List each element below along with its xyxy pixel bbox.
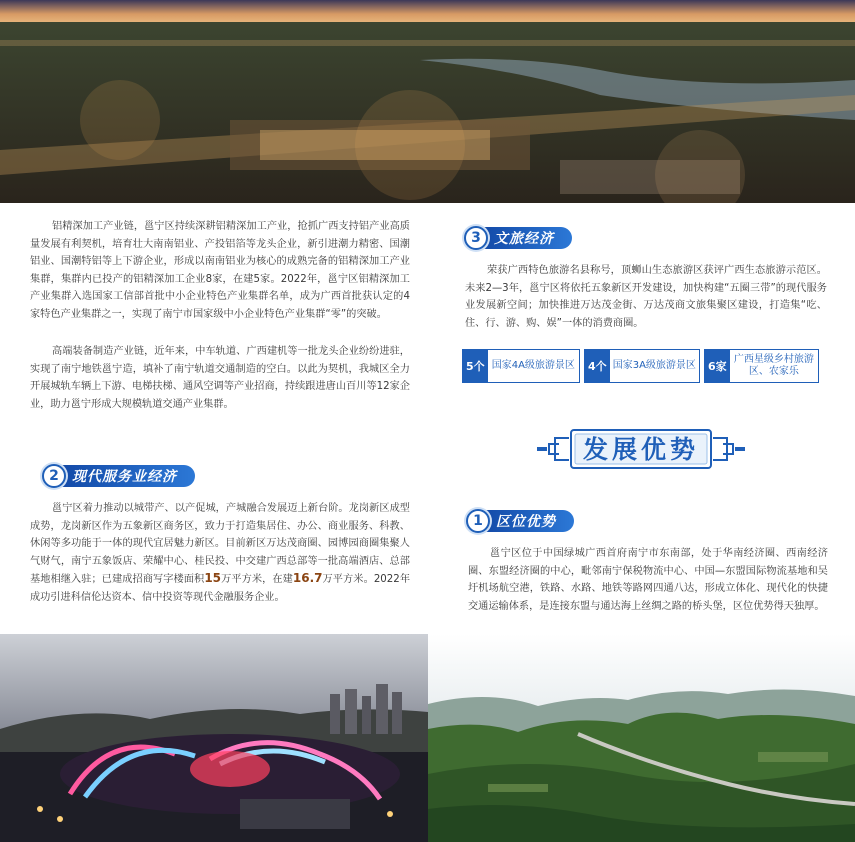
section-title: 文旅经济 xyxy=(478,227,572,249)
banner-title: 发展优势 xyxy=(582,435,699,464)
development-advantages-banner xyxy=(535,428,747,470)
office-area-built: 15 xyxy=(204,571,222,586)
stat-label: 国家3A级旅游景区 xyxy=(612,360,696,371)
stat-count: 4个 xyxy=(585,350,610,382)
paragraph-location-advantage: 邕宁区位于中国绿城广西首府南宁市东南部，处于华南经济圈、西南经济圈、东盟经济圈的中心，毗邻南宁保税物流中心、中国—东盟国际物流基地和吴圩机场航空港，铁路、水路、地铁等路网四通八达，形成立体化、现代化的快捷交通运输体系，是连接东盟与通达海上丝绸之路的桥头堡，区位优势得天独厚。 xyxy=(468,548,828,612)
night-stadium-photo xyxy=(0,634,428,842)
stat-label: 广西星级乡村旅游区、农家乐 xyxy=(733,354,814,377)
stat-count: 5个 xyxy=(463,350,488,382)
section-badge-location xyxy=(466,508,574,534)
stat-box-3a-scenic xyxy=(584,349,700,383)
stat-label: 国家4A级旅游景区 xyxy=(491,360,575,371)
paragraph-modern-services: 邕宁区着力推动以城带产、以产促城，产城融合发展迈上新台阶。龙岗新区成型成势，龙岗新区作为五象新区商务区，致力于打造集居住、办公、商业服务、科教、休闲等多功能于一体的现代宜居魅力新区。目前新区万达茂商圈、园博园商圈集聚人气财气，南宁五象饭店、荣耀中心、桂民投、中交建广西总部等一批高端酒店、总部基地相继入驻；已建成招商写字楼面积15万平方米，在建16.7万平方米。2022年成功引进科信伦达资本、信中投资等现代金融服务企业。 xyxy=(30,503,410,603)
hero-aerial-photo xyxy=(0,0,855,203)
section-number: 3 xyxy=(464,226,488,250)
stat-box-rural-tourism xyxy=(704,349,819,383)
paragraph-aluminum-industry: 铝精深加工产业链，邕宁区持续深耕铝精深加工产业，抢抓广西支持铝产业高质量发展有利契机，培育壮大南南铝业、产投铝箔等龙头企业，新引进潮力精密、国潮铝业、国潮特铝等上下游企业，形成以南南铝业为核心的成熟完备的铝精深加工产业集群，集群内已投产的铝精深加工企业8家，在建5家。2022年，邕宁区铝精深加工产业集群入选国家工信部首批中小企业特色产业集群名单，成为广西首批获认定的4家特色产业集群之一，实现了南宁市国家级中小企业特色产业集群“零”的突破。 xyxy=(30,221,410,320)
office-area-under-construction: 16.7 xyxy=(292,571,323,586)
paragraph-culture-tourism: 荣获广西特色旅游名县称号，顶蛳山生态旅游区获评广西生态旅游示范区。未来2—3年，邕宁区将依托五象新区开发建设，加快构建“五圈三带”的现代服务业发展新空间；加快推进万达茂金街、万达茂商文旅集聚区建设，打造集“吃、住、行、游、购、娱”一体的消费商圈。 xyxy=(465,265,827,329)
stat-count: 6家 xyxy=(705,350,730,382)
section-badge-modern-services xyxy=(42,463,195,489)
section-title: 区位优势 xyxy=(480,510,574,532)
stat-box-4a-scenic xyxy=(462,349,580,383)
section-badge-culture-tourism xyxy=(464,225,572,251)
section-number: 2 xyxy=(42,464,66,488)
green-hills-highway-photo xyxy=(428,634,855,842)
section-number: 1 xyxy=(466,509,490,533)
section-title: 现代服务业经济 xyxy=(56,465,195,487)
paragraph-equipment-manufacturing: 高端装备制造产业链，近年来，中车轨道、广西建机等一批龙头企业纷纷进驻，实现了南宁地铁邕宁造，填补了南宁轨道交通制造的空白。以此为契机，我城区全力开展城轨车辆上下游、电梯扶梯、通风空调等产业招商，持续跟进唐山百川等12家企业，助力邕宁形成大规模轨道交通产业集群。 xyxy=(30,346,410,410)
